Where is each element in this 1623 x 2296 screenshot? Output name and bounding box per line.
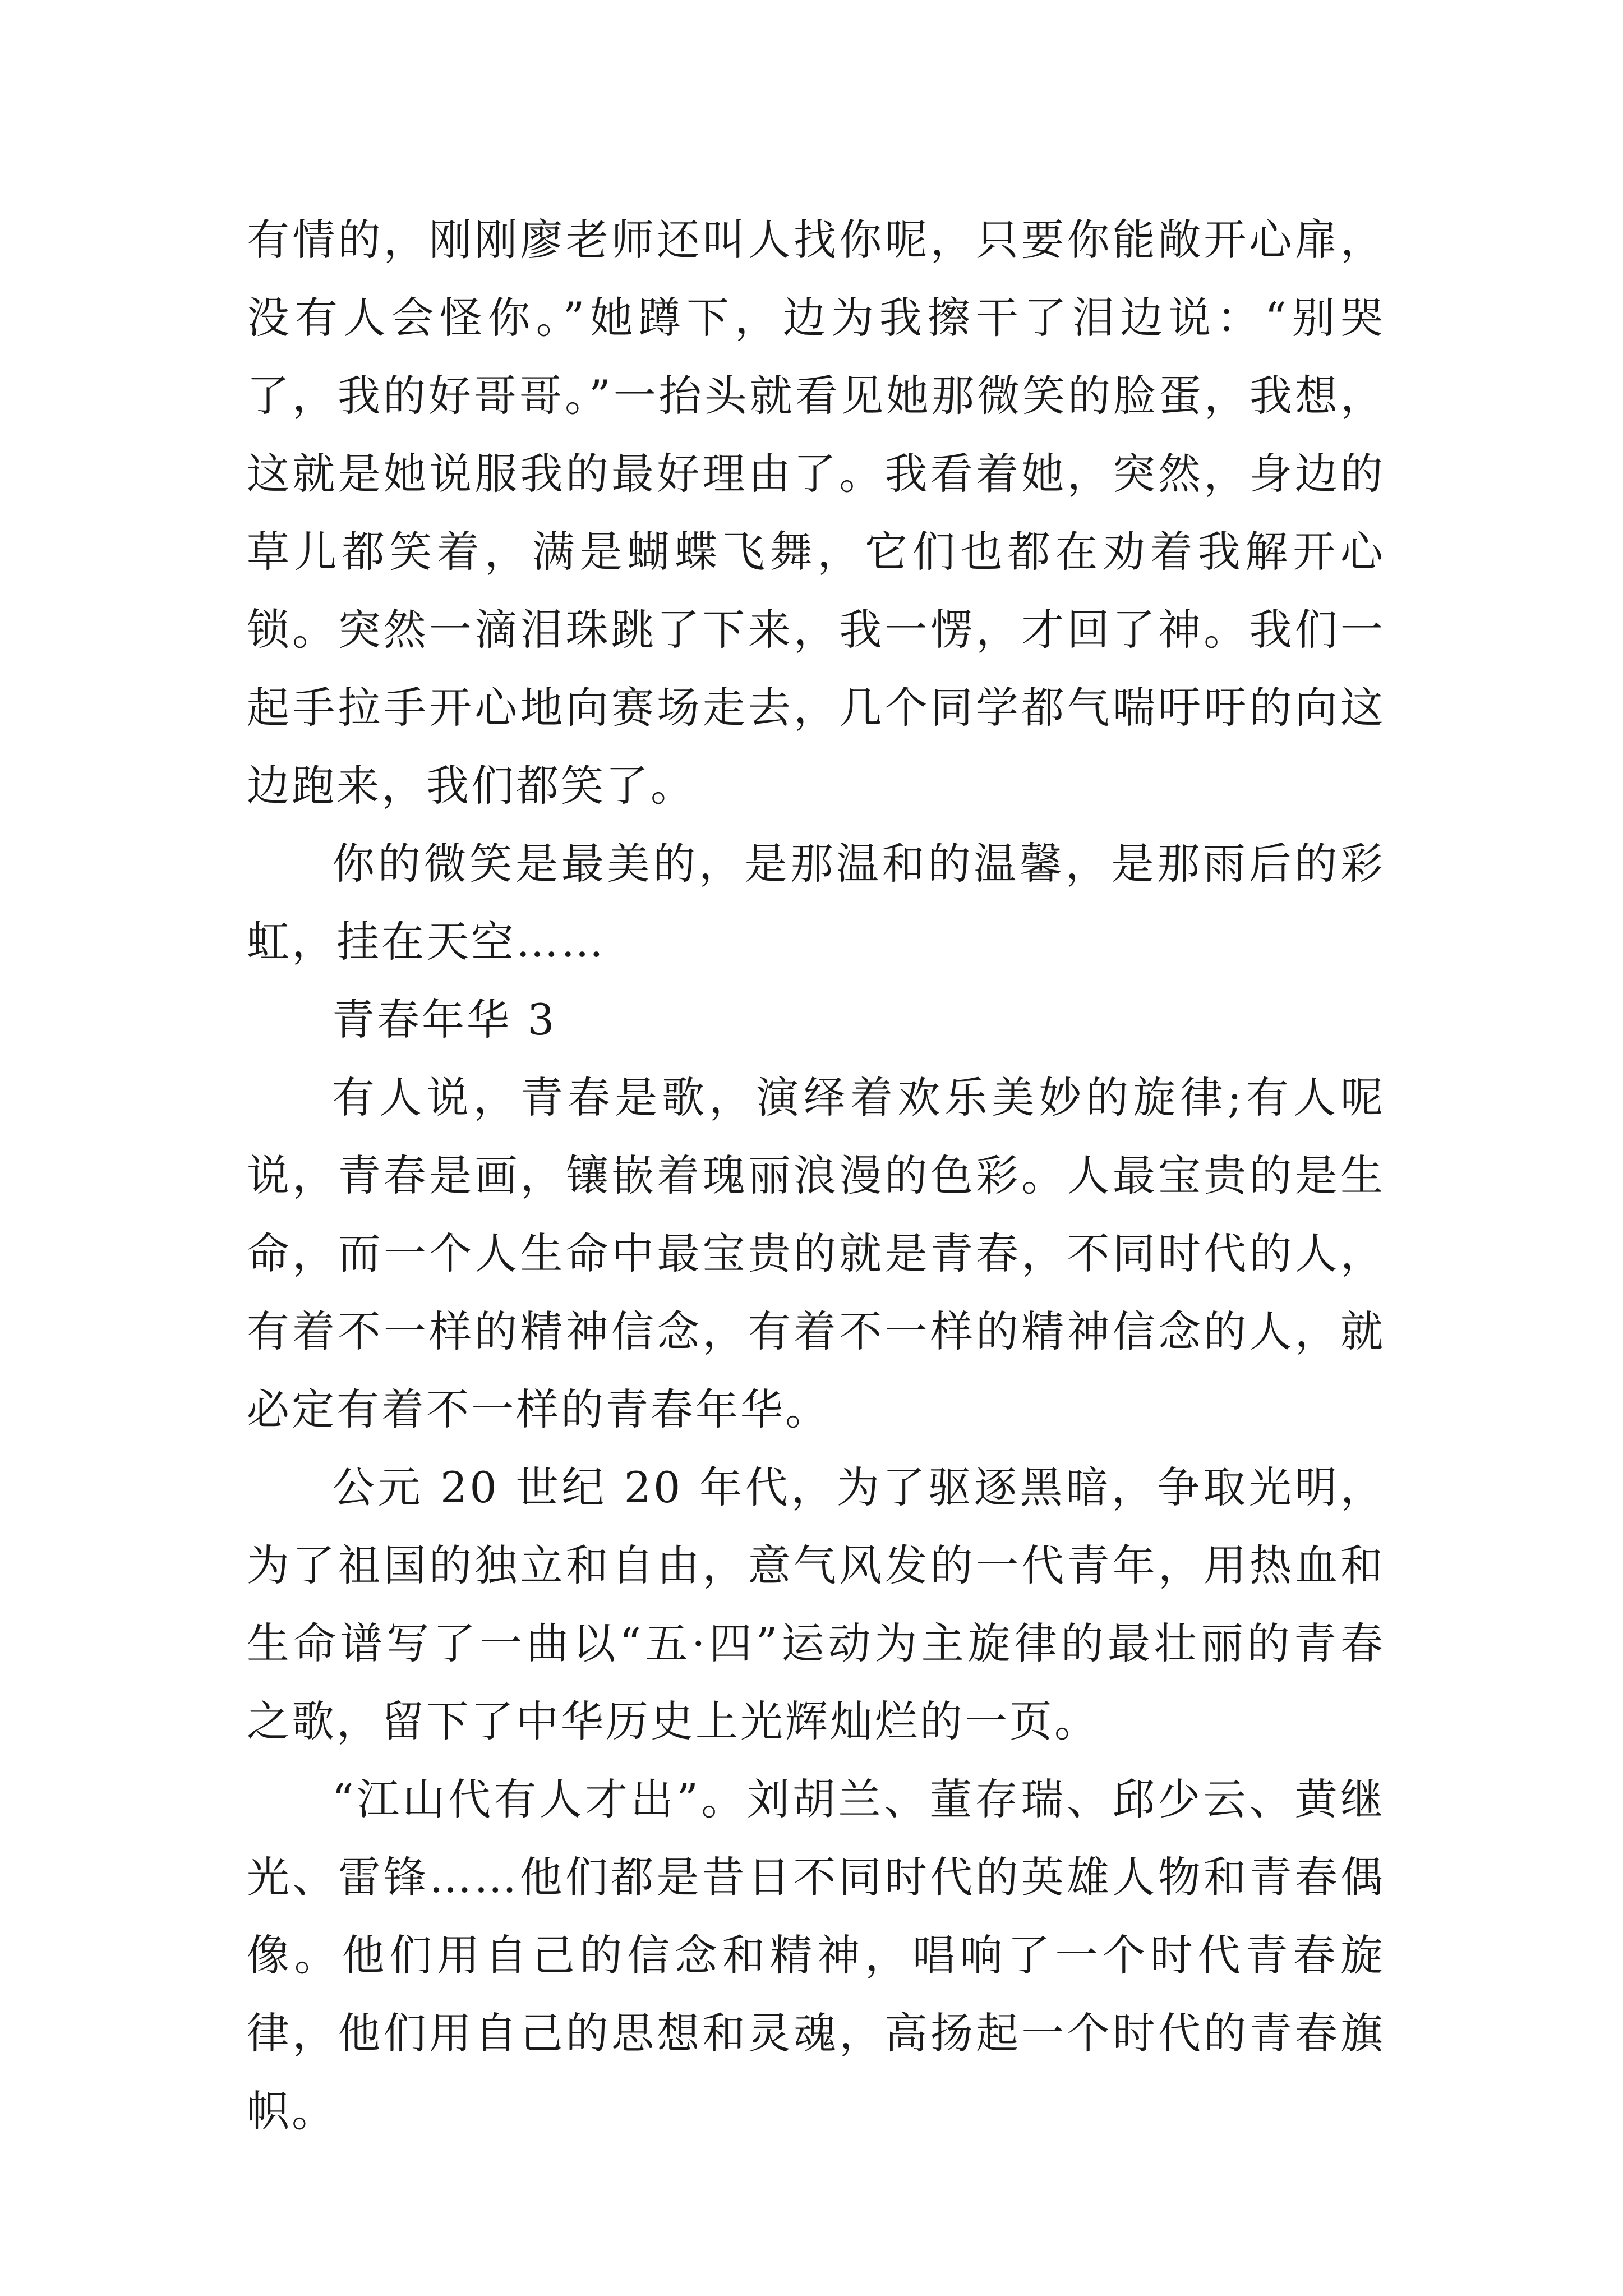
paragraph-may-fourth: 公元 20 世纪 20 年代，为了驱逐黑暗，争取光明，为了祖国的独立和自由，意气风发的一代青年，用热血和生命谱写了一曲以“五·四”运动为主旋律的最壮丽的青春之歌，留下了中华历史上光辉灿烂的一页。 [247,1462,1385,1746]
section-heading: 青春年华 3 [332,995,557,1045]
paragraph-youth-song: 有人说，青春是歌，演绎着欢乐美妙的旋律;有人呢说，青春是画，镶嵌着瑰丽浪漫的色彩。人最宝贵的是生命，而一个人生命中最宝贵的就是青春，不同时代的人，有着不一样的精神信念，有着不一样的精神信念的人，就必定有着不一样的青春年华。 [247,1073,1385,1434]
paragraph-continuation: 有情的，刚刚廖老师还叫人找你呢，只要你能敞开心扉，没有人会怪你。”她蹲下，边为我擦干了泪边说：“别哭了，我的好哥哥。”一抬头就看见她那微笑的脸蛋，我想，这就是她说服我的最好理由了。我看着她，突然，身边的草儿都笑着，满是蝴蝶飞舞，它们也都在劝着我解开心锁。突然一滴泪珠跳了下来，我一愣，才回了神。我们一起手拉手开心地向赛场走去，几个同学都气喘吁吁的向这边跑来，我们都笑了。 [247,215,1385,811]
body-text [247,201,1385,2150]
paragraph-smile: 你的微笑是最美的，是那温和的温馨，是那雨后的彩虹，挂在天空…… [247,839,1385,967]
paragraph-heroes: “江山代有人才出”。刘胡兰、董存瑞、邱少云、黄继光、雷锋……他们都是昔日不同时代的英雄人物和青春偶像。他们用自己的信念和精神，唱响了一个时代青春旋律，他们用自己的思想和灵魂，高扬起一个时代的青春旗帜。 [247,1774,1385,2136]
